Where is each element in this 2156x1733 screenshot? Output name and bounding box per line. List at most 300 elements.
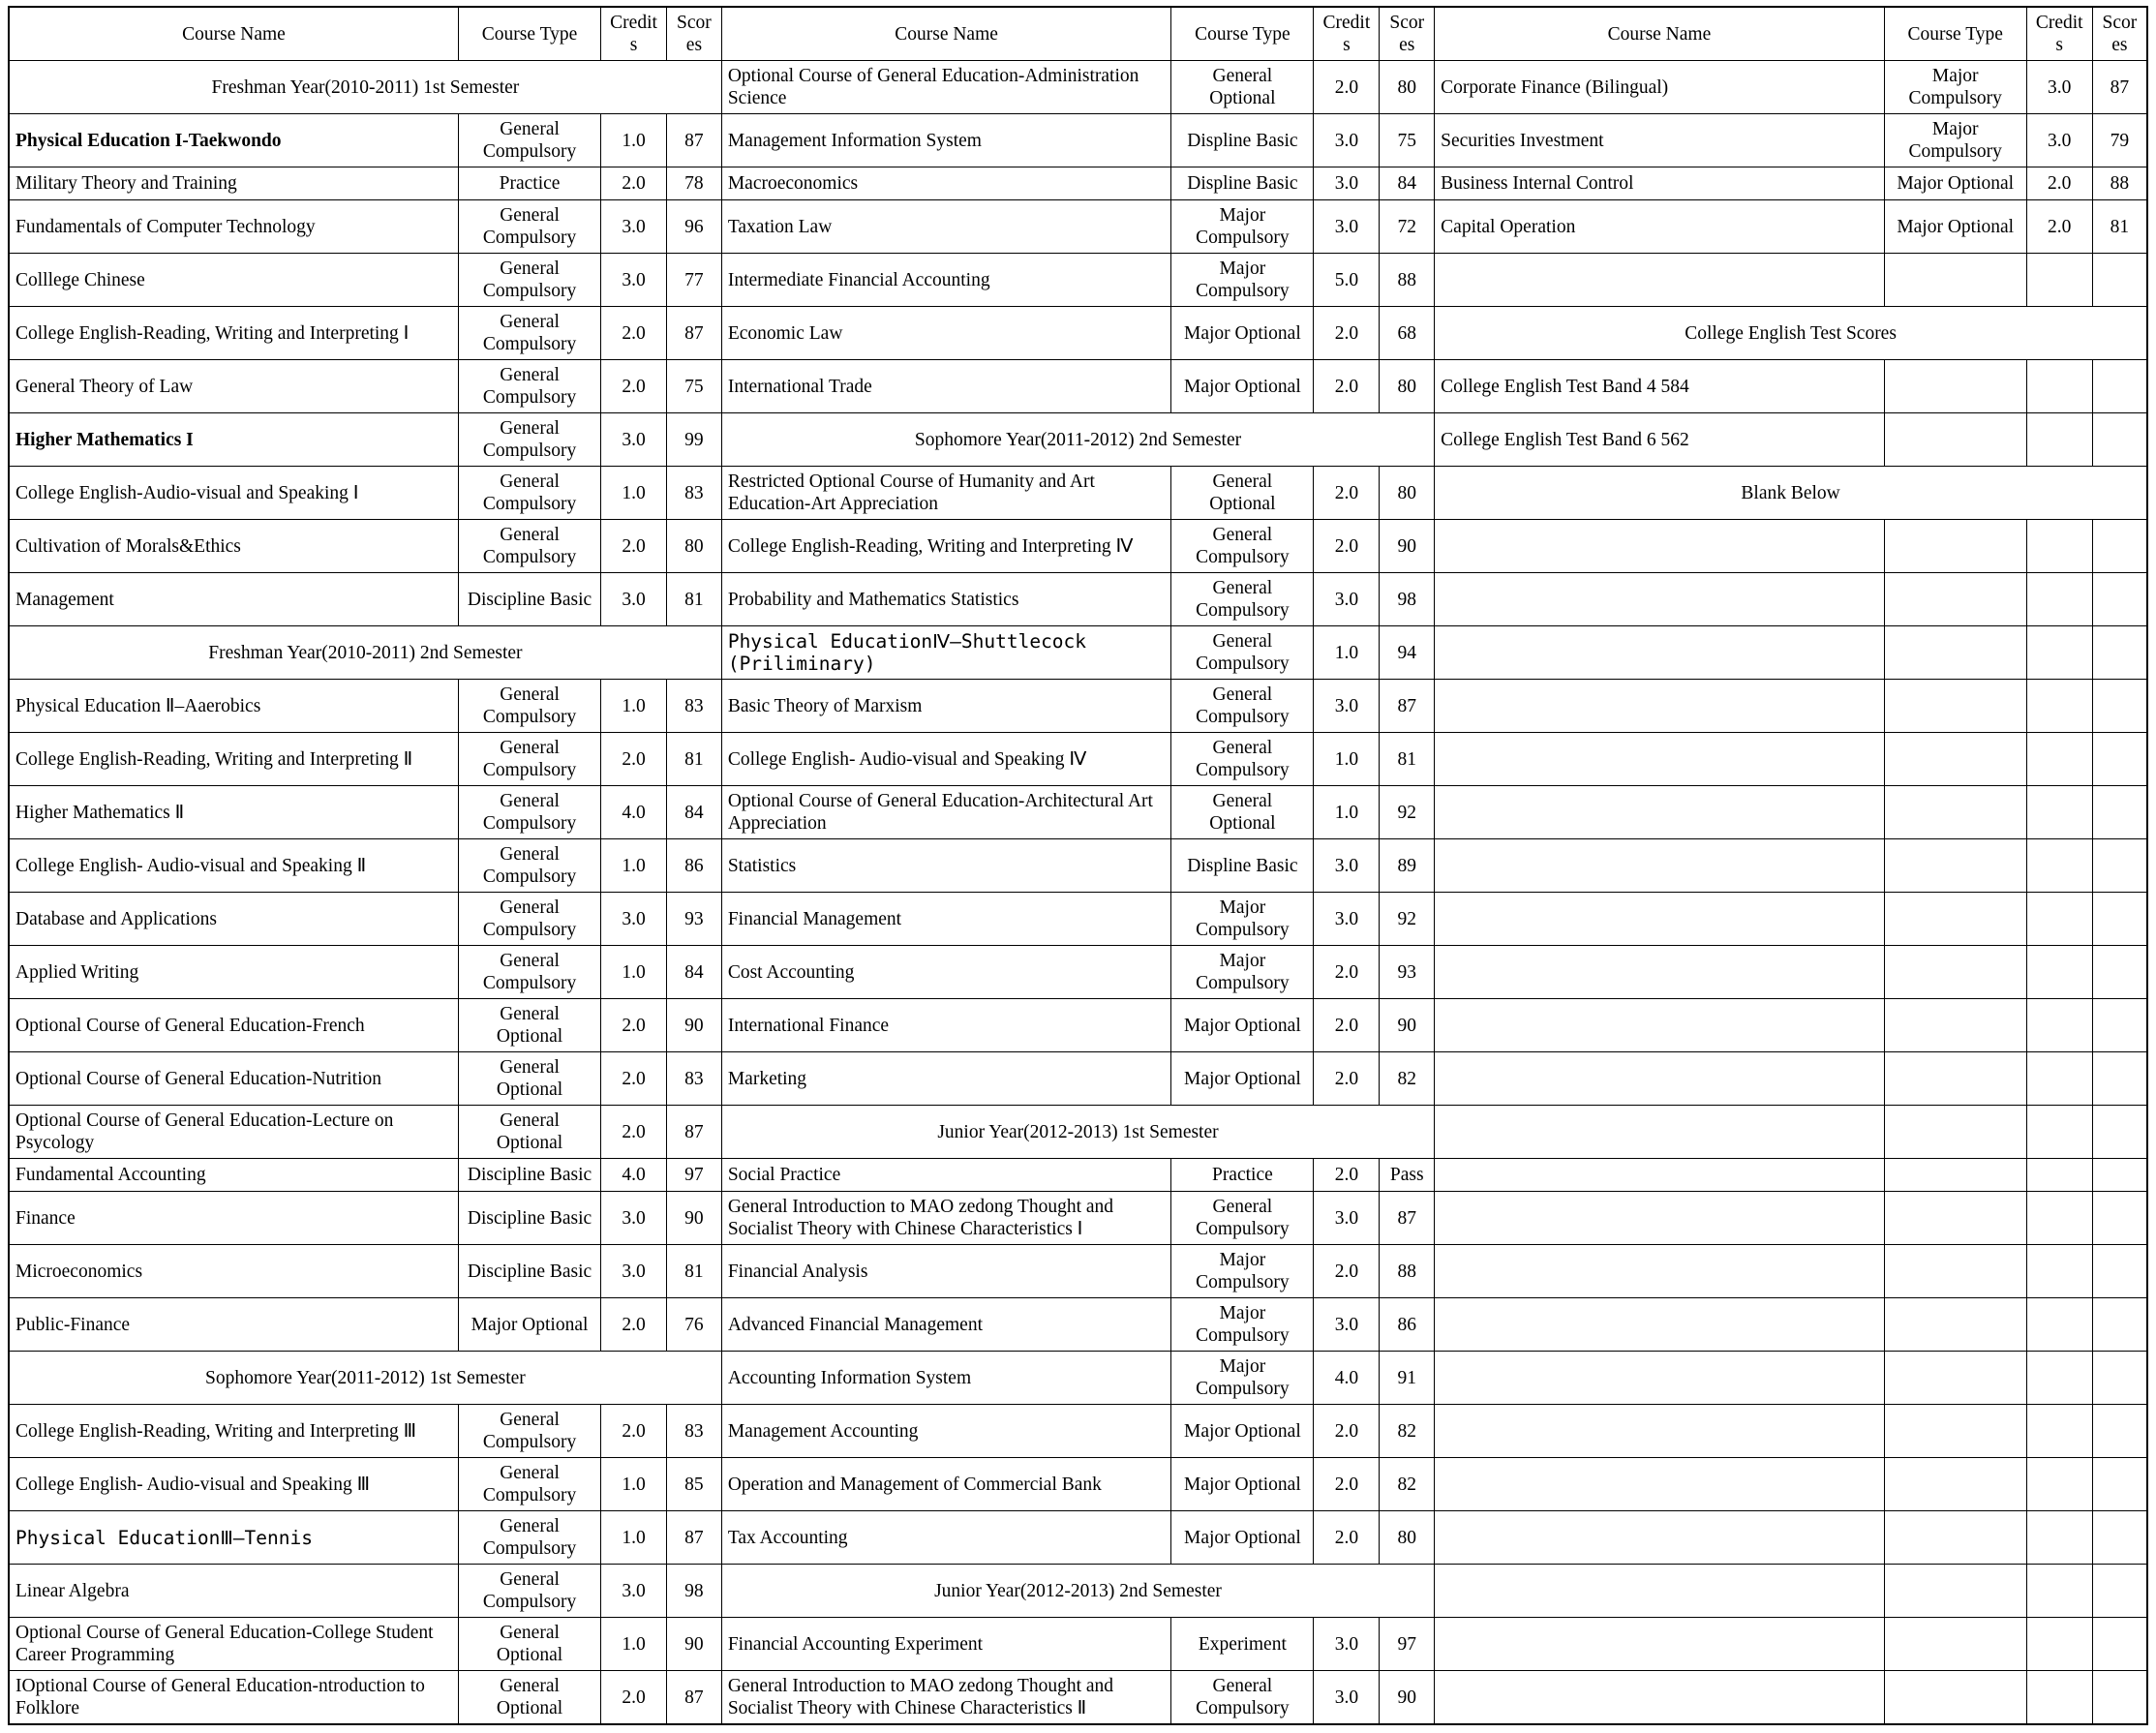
semester-section-header: Sophomore Year(2011-2012) 2nd Semester [721,413,1434,467]
credits-cell: 3.0 [601,573,667,626]
score-cell: 83 [667,680,722,733]
course-type-cell [1884,254,2026,307]
empty-cell [1884,1671,2026,1725]
credits-cell: 1.0 [601,1458,667,1511]
score-cell [2092,946,2147,999]
credits-cell: 2.0 [1314,1052,1380,1106]
table-row [9,1671,2147,1725]
course-name-cell [1435,999,1885,1052]
credits-cell: 5.0 [1314,254,1380,307]
score-cell [2092,1405,2147,1458]
course-type-cell [1884,893,2026,946]
course-type-cell [1884,1565,2026,1618]
credits-cell [2026,1245,2092,1298]
course-name-cell: Higher Mathematics I [9,413,459,467]
credits-cell [2026,1192,2092,1245]
credits-cell: 4.0 [1314,1352,1380,1405]
table-row [9,1106,2147,1159]
score-cell: 87 [1380,1192,1435,1245]
credits-cell: 1.0 [601,680,667,733]
course-type-cell: General Compulsory [1171,520,1314,573]
course-type-cell: General Compulsory [459,786,601,839]
credits-cell: 3.0 [1314,680,1380,733]
course-name-cell: Optional Course of General Education-Architectural Art Appreciation [721,786,1171,839]
course-type-cell: Discipline Basic [459,1245,601,1298]
course-name-cell: Cost Accounting [721,946,1171,999]
score-cell [2092,360,2147,413]
course-type-cell: General Compulsory [459,360,601,413]
score-cell: 81 [1380,733,1435,786]
credits-cell: 2.0 [1314,1405,1380,1458]
course-type-cell: General Optional [459,999,601,1052]
course-name-cell: International Finance [721,999,1171,1052]
course-name-cell: Capital Operation [1435,200,1885,254]
credits-cell: 3.0 [601,200,667,254]
semester-section-header: Freshman Year(2010-2011) 1st Semester [9,61,721,114]
course-name-cell: College English- Audio-visual and Speaking Ⅱ [9,839,459,893]
course-name-cell: College English-Reading, Writing and Interpreting Ⅱ [9,733,459,786]
course-type-cell [1884,733,2026,786]
credits-cell [2026,1298,2092,1352]
table-row [9,733,2147,786]
credits-cell: 1.0 [601,1511,667,1565]
score-cell [2092,626,2147,680]
score-cell: 75 [667,360,722,413]
course-type-cell: Major Optional [1884,167,2026,200]
course-type-cell: Major Optional [1171,1511,1314,1565]
course-type-cell [1884,1106,2026,1159]
score-cell: 82 [1380,1405,1435,1458]
course-name-cell: Financial Management [721,893,1171,946]
credits-cell [2026,786,2092,839]
score-cell: 87 [667,1106,722,1159]
credits-cell: 2.0 [1314,307,1380,360]
course-type-cell [1884,1192,2026,1245]
course-type-cell: General Compulsory [459,733,601,786]
course-name-cell: College English-Audio-visual and Speaking Ⅰ [9,467,459,520]
score-cell: 83 [667,1405,722,1458]
table-row [9,200,2147,254]
course-type-cell [1884,1618,2026,1671]
score-cell: 90 [1380,1671,1435,1725]
credits-cell [2026,680,2092,733]
course-name-cell: Optional Course of General Education-Lecture on Psycology [9,1106,459,1159]
course-type-cell [1884,573,2026,626]
score-cell: Pass [1380,1159,1435,1192]
credits-cell [2026,1159,2092,1192]
course-name-cell [1435,1565,1885,1618]
table-row [9,999,2147,1052]
course-name-cell: Database and Applications [9,893,459,946]
course-name-cell: Linear Algebra [9,1565,459,1618]
table-row [9,467,2147,520]
score-cell: 81 [667,1245,722,1298]
score-cell: 85 [667,1458,722,1511]
score-cell [2092,254,2147,307]
score-cell [2092,1511,2147,1565]
course-type-cell: Major Optional [1171,999,1314,1052]
course-name-cell: Physical Education Ⅱ–Aaerobics [9,680,459,733]
course-name-cell: Macroeconomics [721,167,1171,200]
course-type-cell: General Compulsory [1171,626,1314,680]
credits-cell: 3.0 [1314,200,1380,254]
course-name-cell: International Trade [721,360,1171,413]
credits-cell [2026,1405,2092,1458]
score-cell [2092,520,2147,573]
score-cell: 84 [667,786,722,839]
course-type-cell: Practice [459,167,601,200]
course-name-cell: Probability and Mathematics Statistics [721,573,1171,626]
course-name-cell: Tax Accounting [721,1511,1171,1565]
empty-cell [2026,1671,2092,1725]
course-type-cell: General Compulsory [459,1405,601,1458]
course-name-cell: Basic Theory of Marxism [721,680,1171,733]
credits-cell: 3.0 [1314,167,1380,200]
score-cell [2092,786,2147,839]
credits-cell: 2.0 [1314,1511,1380,1565]
course-type-cell: General Compulsory [459,893,601,946]
course-type-cell: Major Optional [1171,1458,1314,1511]
course-name-cell: College English-Reading, Writing and Interpreting Ⅳ [721,520,1171,573]
header-course-type: Course Type [1171,7,1314,61]
course-type-cell: General Compulsory [1171,573,1314,626]
table-row [9,893,2147,946]
credits-cell: 2.0 [601,1052,667,1106]
course-name-cell: Business Internal Control [1435,167,1885,200]
credits-cell: 1.0 [601,467,667,520]
credits-cell: 1.0 [601,1618,667,1671]
credits-cell: 2.0 [1314,999,1380,1052]
score-cell: 77 [667,254,722,307]
course-name-cell: Social Practice [721,1159,1171,1192]
score-cell: 81 [667,733,722,786]
header-course-name: Course Name [721,7,1171,61]
course-type-cell: General Optional [1171,61,1314,114]
course-name-cell [1435,1159,1885,1192]
score-cell: 83 [667,1052,722,1106]
credits-cell [2026,733,2092,786]
credits-cell: 3.0 [2026,61,2092,114]
course-type-cell [1884,360,2026,413]
score-cell [2092,1192,2147,1245]
credits-cell: 3.0 [601,254,667,307]
table-row [9,1511,2147,1565]
semester-section-header: Blank Below [1435,467,2147,520]
course-type-cell: General Compulsory [1171,1671,1314,1725]
score-cell: 90 [667,1618,722,1671]
credits-cell [2026,1618,2092,1671]
course-name-cell: Intermediate Financial Accounting [721,254,1171,307]
course-name-cell [1435,893,1885,946]
course-type-cell: Displine Basic [1171,839,1314,893]
score-cell: 93 [667,893,722,946]
header-course-type: Course Type [1884,7,2026,61]
score-cell: 87 [1380,680,1435,733]
table-row [9,61,2147,114]
credits-cell [2026,573,2092,626]
header-course-name: Course Name [1435,7,1885,61]
course-type-cell: General Compulsory [1171,1192,1314,1245]
score-cell: 86 [667,839,722,893]
score-cell: 80 [667,520,722,573]
course-name-cell: Microeconomics [9,1245,459,1298]
score-cell: 92 [1380,786,1435,839]
course-type-cell: Major Compulsory [1171,1352,1314,1405]
score-cell: 90 [667,1192,722,1245]
course-type-cell: Displine Basic [1171,114,1314,167]
course-type-cell: Discipline Basic [459,1159,601,1192]
transcript-body [9,7,2147,1724]
credits-cell: 2.0 [601,999,667,1052]
semester-section-header: Freshman Year(2010-2011) 2nd Semester [9,626,721,680]
course-type-cell: Major Compulsory [1171,254,1314,307]
course-type-cell: Major Optional [1884,200,2026,254]
course-type-cell: Major Compulsory [1171,893,1314,946]
header-scores: Scores [1380,7,1435,61]
course-name-cell: Military Theory and Training [9,167,459,200]
credits-cell: 2.0 [601,307,667,360]
credits-cell [2026,1106,2092,1159]
score-cell: 82 [1380,1458,1435,1511]
course-type-cell: Discipline Basic [459,1192,601,1245]
credits-cell: 2.0 [601,520,667,573]
course-type-cell: Major Optional [1171,360,1314,413]
course-name-cell [1435,626,1885,680]
credits-cell: 3.0 [1314,893,1380,946]
credits-cell: 1.0 [1314,733,1380,786]
course-name-cell: College English-Reading, Writing and Interpreting Ⅰ [9,307,459,360]
course-name-cell: Colllege Chinese [9,254,459,307]
score-cell: 79 [2092,114,2147,167]
score-cell: 76 [667,1298,722,1352]
course-name-cell [1435,733,1885,786]
course-name-cell: College English- Audio-visual and Speaking Ⅲ [9,1458,459,1511]
course-name-cell: Optional Course of General Education-Nutrition [9,1052,459,1106]
score-cell: 80 [1380,61,1435,114]
credits-cell: 2.0 [1314,467,1380,520]
credits-cell: 1.0 [601,839,667,893]
credits-cell: 3.0 [1314,114,1380,167]
course-type-cell: General Compulsory [1171,680,1314,733]
course-name-cell [1435,839,1885,893]
course-type-cell [1884,626,2026,680]
score-cell [2092,680,2147,733]
empty-cell [1435,1671,1885,1725]
score-cell: 99 [667,413,722,467]
score-cell [2092,839,2147,893]
credits-cell: 1.0 [601,946,667,999]
score-cell: 97 [667,1159,722,1192]
score-cell [2092,1159,2147,1192]
score-cell: 80 [1380,467,1435,520]
course-type-cell [1884,839,2026,893]
table-row [9,1405,2147,1458]
course-name-cell [1435,786,1885,839]
course-type-cell: Major Compulsory [1171,1245,1314,1298]
course-type-cell: General Optional [459,1052,601,1106]
score-cell [2092,1298,2147,1352]
credits-cell [2026,839,2092,893]
score-cell: 81 [667,573,722,626]
score-cell: 81 [2092,200,2147,254]
course-name-cell [1435,680,1885,733]
course-name-cell [1435,520,1885,573]
course-name-cell: Physical Education I-Taekwondo [9,114,459,167]
score-cell: 68 [1380,307,1435,360]
credits-cell [2026,413,2092,467]
course-name-cell: College English Test Band 6 562 [1435,413,1885,467]
course-name-cell: IOptional Course of General Education-ntroduction to Folklore [9,1671,459,1725]
course-type-cell: General Compulsory [459,680,601,733]
table-row [9,839,2147,893]
course-name-cell: Taxation Law [721,200,1171,254]
table-row [9,167,2147,200]
credits-cell: 3.0 [1314,1671,1380,1725]
course-type-cell [1884,413,2026,467]
credits-cell [2026,626,2092,680]
course-type-cell: General Optional [1171,786,1314,839]
course-name-cell: College English- Audio-visual and Speaking Ⅳ [721,733,1171,786]
score-cell: 98 [667,1565,722,1618]
credits-cell: 2.0 [1314,360,1380,413]
course-type-cell [1884,520,2026,573]
score-cell: 87 [2092,61,2147,114]
score-cell: 96 [667,200,722,254]
header-credits: Credits [601,7,667,61]
course-name-cell: Securities Investment [1435,114,1885,167]
course-type-cell: Major Optional [1171,1052,1314,1106]
course-name-cell: Operation and Management of Commercial Bank [721,1458,1171,1511]
semester-section-header: Junior Year(2012-2013) 1st Semester [721,1106,1434,1159]
course-type-cell: Major Compulsory [1171,200,1314,254]
course-type-cell: General Compulsory [459,307,601,360]
score-cell: 72 [1380,200,1435,254]
course-name-cell [1435,1405,1885,1458]
course-type-cell [1884,1458,2026,1511]
course-type-cell: General Compulsory [459,520,601,573]
credits-cell: 2.0 [1314,1245,1380,1298]
table-row [9,680,2147,733]
score-cell: 90 [1380,520,1435,573]
score-cell [2092,1106,2147,1159]
course-type-cell: Major Optional [459,1298,601,1352]
table-row [9,946,2147,999]
score-cell: 87 [667,1671,722,1725]
course-type-cell [1884,1405,2026,1458]
course-name-cell: Optional Course of General Education-College Student Career Programming [9,1618,459,1671]
table-row [9,1618,2147,1671]
score-cell [2092,733,2147,786]
course-name-cell [1435,573,1885,626]
course-type-cell [1884,1352,2026,1405]
course-type-cell: Discipline Basic [459,573,601,626]
table-row [9,626,2147,680]
course-name-cell: Physical EducationⅢ–Tennis [9,1511,459,1565]
score-cell: 82 [1380,1052,1435,1106]
course-name-cell: Physical EducationⅣ–Shuttlecock (Priliminary) [721,626,1171,680]
course-type-cell [1884,786,2026,839]
credits-cell: 2.0 [2026,167,2092,200]
credits-cell: 2.0 [1314,520,1380,573]
table-row [9,520,2147,573]
course-type-cell: General Compulsory [459,254,601,307]
header-credits: Credits [1314,7,1380,61]
course-type-cell: General Optional [459,1618,601,1671]
score-cell: 84 [1380,167,1435,200]
credits-cell: 2.0 [601,1405,667,1458]
table-row [9,360,2147,413]
score-cell: 90 [1380,999,1435,1052]
score-cell [2092,893,2147,946]
table-row [9,1159,2147,1192]
course-type-cell [1884,1245,2026,1298]
semester-section-header: Sophomore Year(2011-2012) 1st Semester [9,1352,721,1405]
course-type-cell [1884,999,2026,1052]
course-name-cell [1435,254,1885,307]
credits-cell: 2.0 [2026,200,2092,254]
score-cell [2092,1565,2147,1618]
credits-cell: 2.0 [601,1106,667,1159]
score-cell [2092,413,2147,467]
table-row [9,1052,2147,1106]
credits-cell: 3.0 [601,1565,667,1618]
score-cell: 92 [1380,893,1435,946]
credits-cell: 3.0 [601,1192,667,1245]
header-course-name: Course Name [9,7,459,61]
score-cell: 91 [1380,1352,1435,1405]
course-name-cell: College English Test Band 4 584 [1435,360,1885,413]
course-name-cell [1435,1458,1885,1511]
score-cell: 90 [667,999,722,1052]
score-cell: 89 [1380,839,1435,893]
course-name-cell: Optional Course of General Education-Administration Science [721,61,1171,114]
course-type-cell: General Compulsory [459,413,601,467]
empty-cell [2092,1671,2147,1725]
header-course-type: Course Type [459,7,601,61]
course-name-cell: Management [9,573,459,626]
course-type-cell: General Optional [459,1671,601,1725]
credits-cell: 2.0 [1314,1159,1380,1192]
header-scores: Scores [2092,7,2147,61]
course-name-cell: Corporate Finance (Bilingual) [1435,61,1885,114]
course-name-cell: Statistics [721,839,1171,893]
score-cell: 88 [2092,167,2147,200]
course-name-cell: General Theory of Law [9,360,459,413]
course-name-cell [1435,1106,1885,1159]
credits-cell: 1.0 [601,114,667,167]
course-name-cell [1435,1192,1885,1245]
course-name-cell [1435,1618,1885,1671]
table-row [9,1565,2147,1618]
table-row [9,413,2147,467]
course-type-cell [1884,1159,2026,1192]
credits-cell: 3.0 [1314,1298,1380,1352]
course-type-cell: Major Compulsory [1884,114,2026,167]
credits-cell: 4.0 [601,1159,667,1192]
credits-cell: 2.0 [601,1298,667,1352]
score-cell [2092,1245,2147,1298]
course-name-cell: Finance [9,1192,459,1245]
course-name-cell: General Introduction to MAO zedong Thought and Socialist Theory with Chinese Characteristics Ⅰ [721,1192,1171,1245]
table-row [9,1458,2147,1511]
credits-cell: 3.0 [1314,839,1380,893]
table-row [9,786,2147,839]
credits-cell: 2.0 [601,733,667,786]
course-type-cell: General Compulsory [459,1458,601,1511]
credits-cell [2026,1565,2092,1618]
credits-cell: 3.0 [1314,1618,1380,1671]
credits-cell: 2.0 [1314,1458,1380,1511]
